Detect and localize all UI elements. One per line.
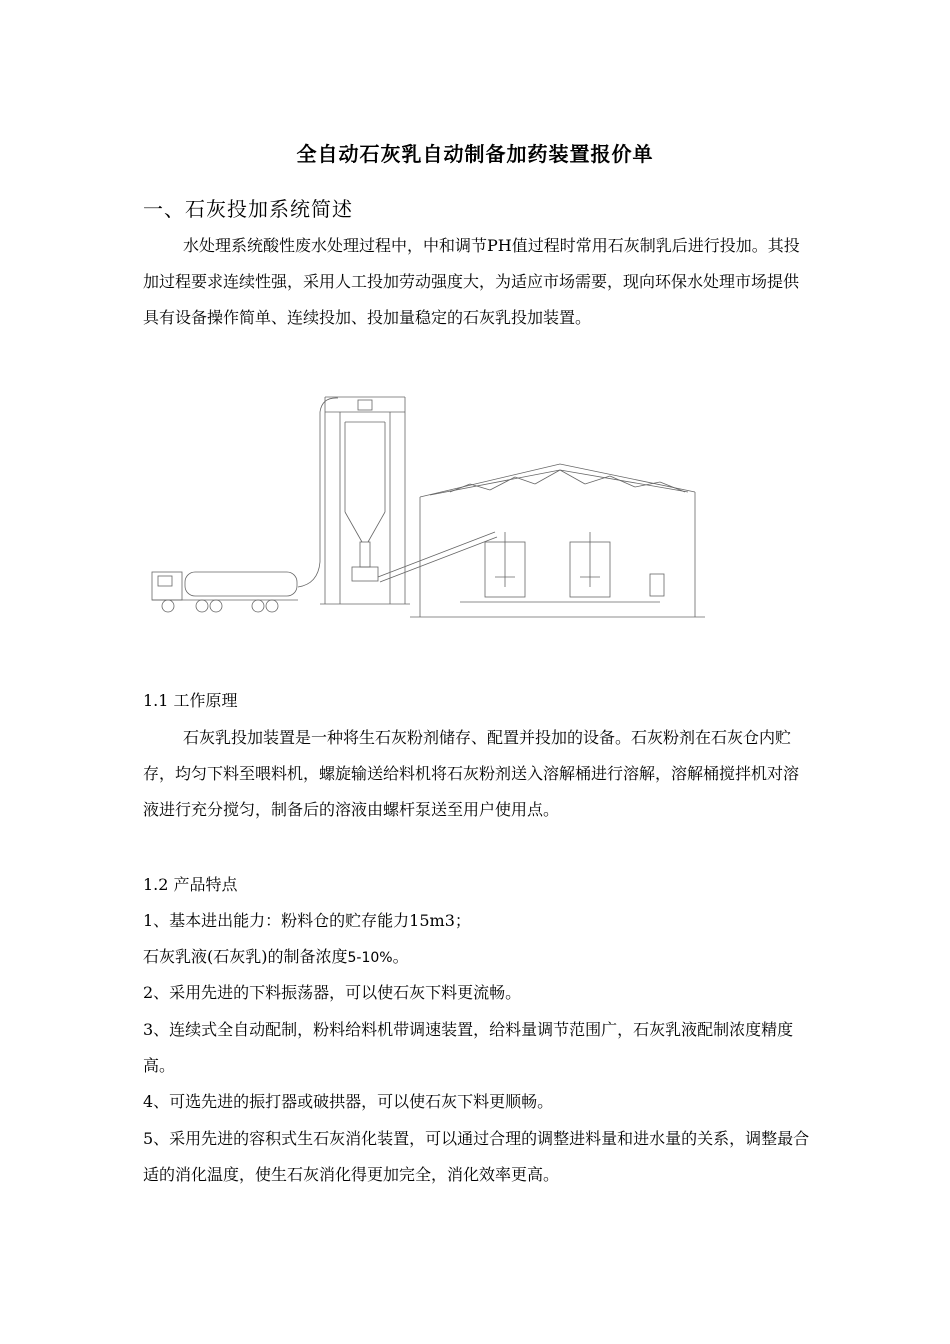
subsection-1-1-body: 石灰乳投加装置是一种将生石灰粉剂储存、配置并投加的设备。石灰粉剂在石灰仓内贮存，均匀下料至喂料机，螺旋输送给料机将石灰粉剂送入溶解桶进行溶解，溶解桶搅拌机对溶液进行充分搅匀，制备后的溶液由螺杆泵送至用户使用点。 <box>143 728 800 819</box>
document-title: 全自动石灰乳自动制备加药装置报价单 <box>296 142 654 166</box>
feature-item-5: 5、采用先进的容积式生石灰消化装置，可以通过合理的调整进料量和进水量的关系，调整最合适的消化温度，使生石灰消化得更加完全，消化效率更高。 <box>143 1129 810 1184</box>
building <box>410 464 705 617</box>
subsection-heading-1-1: 1.1 工作原理 <box>143 691 238 710</box>
feature-item-3: 3、连续式全自动配制，粉料给料机带调速装置，给料量调节范围广，石灰乳液配制浓度精度高。 <box>143 1020 794 1075</box>
section-1-intro: 水处理系统酸性废水处理过程中，中和调节PH值过程时常用石灰制乳后进行投加。其投加过程要求连续性强，采用人工投加劳动强度大，为适应市场需要，现向环保水处理市场提供具有设备操作简单、连续投加、投加量稳定的石灰乳投加装置。 <box>143 236 800 327</box>
feature-item-1-line2 <box>143 945 409 970</box>
feed-pipe <box>298 398 338 587</box>
feature-item-4: 4、可选先进的振打器或破拱器，可以使石灰下料更顺畅。 <box>143 1092 554 1111</box>
schematic-drawing <box>140 392 720 622</box>
subsection-heading-1-2: 1.2 产品特点 <box>143 875 238 894</box>
section-heading-1: 一、石灰投加系统简述 <box>143 197 353 221</box>
dissolving-tanks <box>460 532 664 602</box>
system-schematic-figure <box>140 392 720 622</box>
feature-item-2: 2、采用先进的下料振荡器，可以使石灰下料更流畅。 <box>143 983 522 1002</box>
feature-item-1-line2-text: 石灰乳液(石灰乳)的制备浓度 <box>143 947 348 966</box>
silo <box>320 397 410 604</box>
feature-item-1-line1: 1、基本进出能力：粉料仓的贮存能力15m3； <box>143 911 471 930</box>
feature-item-1-line2-end: 。 <box>392 947 409 966</box>
concentration-value: 5-10% <box>347 950 393 966</box>
tanker-truck <box>152 572 298 612</box>
screw-conveyor <box>378 532 495 577</box>
